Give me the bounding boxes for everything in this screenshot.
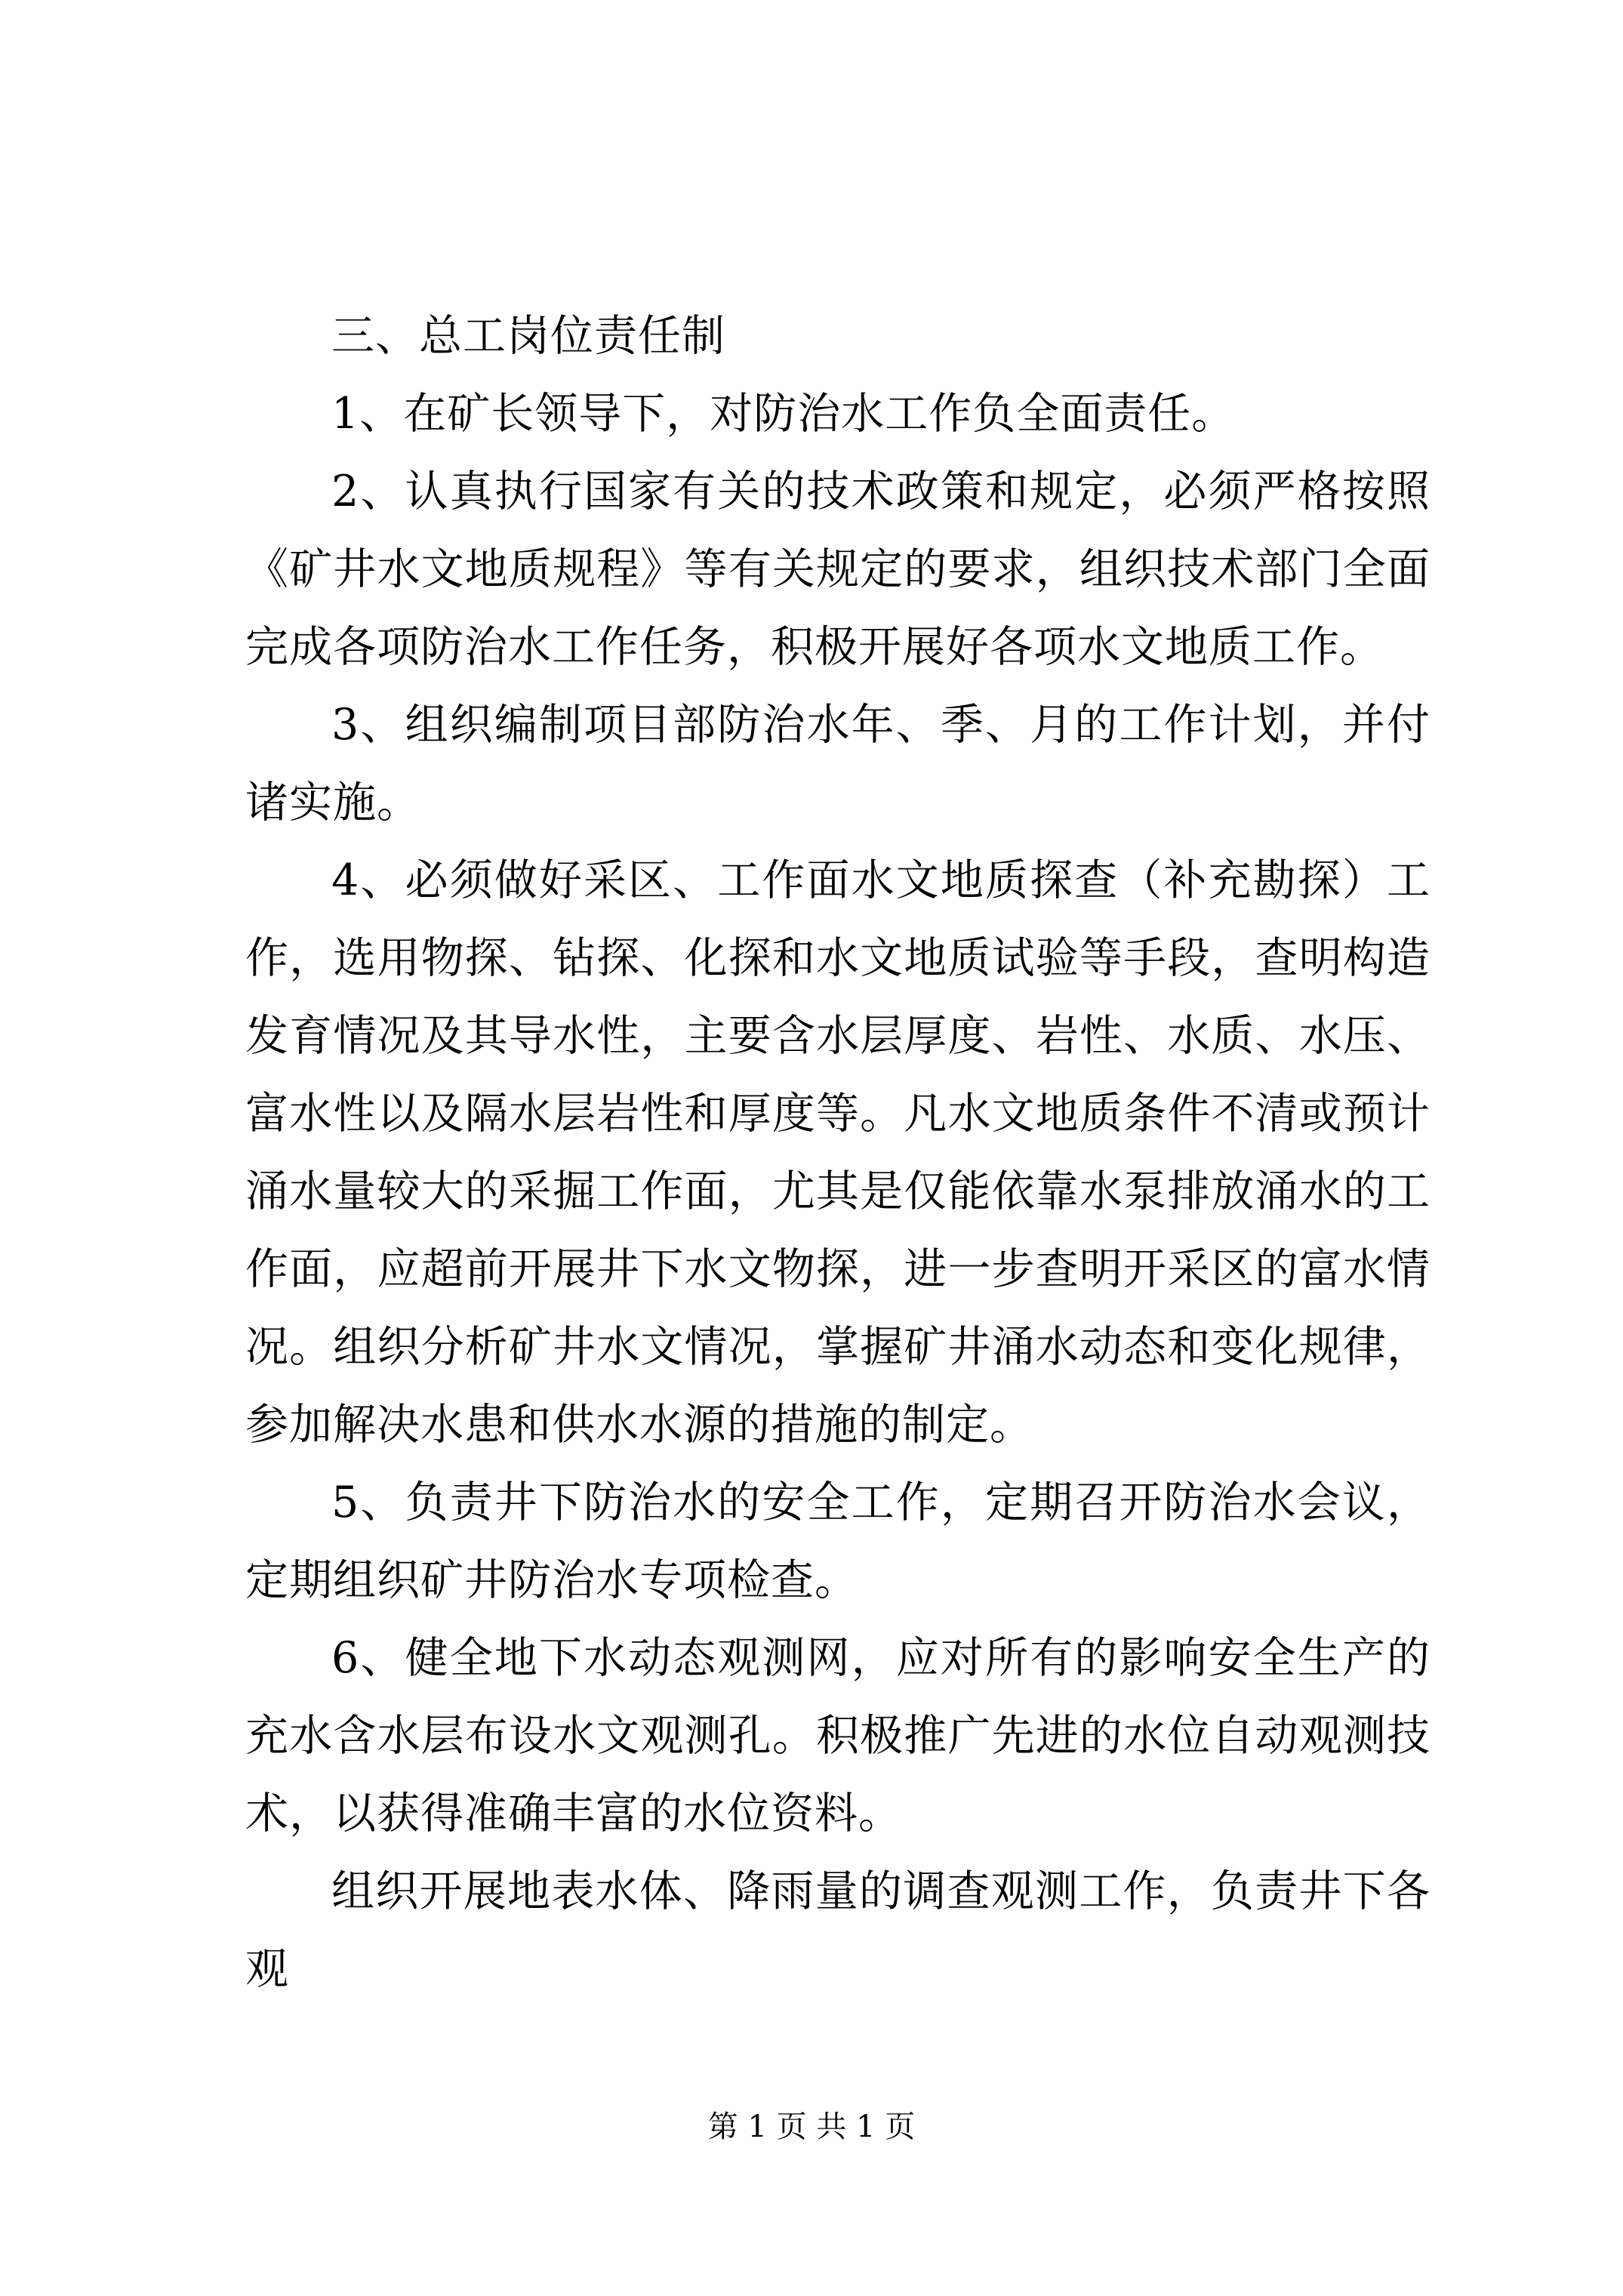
section-heading: 三、总工岗位责任制 bbox=[331, 311, 725, 361]
paragraph: 2、认真执行国家有关的技术政策和规定，必须严格按照《矿井水文地质规程》等有关规定的要求，组织技术部门全面完成各项防治水工作任务，积极开展好各项水文地质工作。 bbox=[245, 467, 1431, 672]
paragraph: 组织开展地表水体、降雨量的调查观测工作，负责井下各观 bbox=[245, 1866, 1431, 1994]
paragraph: 5、负责井下防治水的安全工作，定期召开防治水会议，定期组织矿井防治水专项检查。 bbox=[245, 1478, 1431, 1605]
paragraph: 4、必须做好采区、工作面水文地质探查（补充勘探）工作，选用物探、钻探、化探和水文地质试验等手段，查明构造发育情况及其导水性，主要含水层厚度、岩性、水质、水压、富水性以及隔水层岩性和厚度等。凡水文地质条件不清或预计涌水量较大的采掘工作面，尤其是仅能依靠水泵排放涌水的工作面，应超前开展井下水文物探，进一步查明开采区的富水情况。组织分析矿井水文情况，掌握矿井涌水动态和变化规律，参加解决水患和供水水源的措施的制定。 bbox=[245, 855, 1431, 1450]
paragraph: 3、组织编制项目部防治水年、季、月的工作计划，并付诸实施。 bbox=[245, 700, 1431, 827]
page-footer: 第 1 页 共 1 页 bbox=[707, 2110, 916, 2144]
paragraph: 1、在矿长领导下，对防治水工作负全面责任。 bbox=[331, 389, 1236, 439]
paragraph: 6、健全地下水动态观测网，应对所有的影响安全生产的充水含水层布设水文观测孔。积极推广先进的水位自动观测技术，以获得准确丰富的水位资料。 bbox=[245, 1633, 1431, 1838]
document-body bbox=[245, 297, 1431, 2008]
